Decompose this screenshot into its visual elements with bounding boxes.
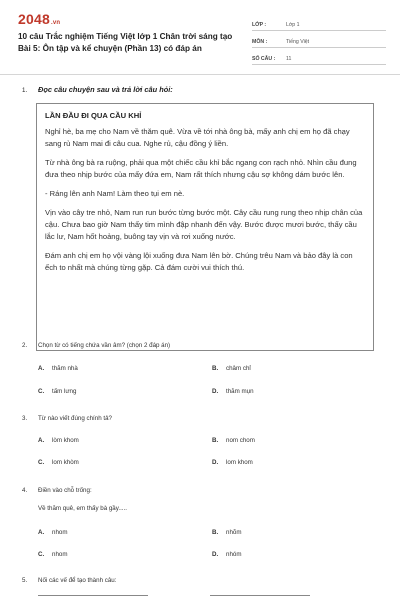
option-text: nhóm [226,551,242,558]
option-c[interactable] [38,551,67,558]
logo-text: 2048 [18,11,50,27]
question-text: Nối các vế để tạo thành câu: [38,577,117,584]
site-logo[interactable] [18,11,60,27]
option-letter: C. [38,459,45,466]
story-paragraph: Nghỉ hè, ba mẹ cho Nam về thăm quê. Vừa về tới nhà ông bà, mấy anh chị em họ đã chạy sang rủ Nam mai đi câu cua. Nghe rủ, cậu đồng ý liền. [45,127,350,148]
header-divider [0,74,400,75]
option-letter: C. [38,551,45,558]
option-letter: A. [38,437,45,444]
option-d[interactable] [212,551,241,558]
meta-value: Lớp 1 [286,22,300,28]
options-row [38,388,378,400]
question-text: Điền vào chỗ trống: [38,487,92,494]
option-text: nhom [52,529,68,536]
match-table-left [38,595,148,606]
question-2-prompt [22,342,170,349]
option-text: lom khòm [52,459,79,466]
options-row [38,551,378,563]
question-5-prompt [22,577,116,584]
option-text: nhõm [226,529,242,536]
story-box [36,103,374,351]
question-text: Từ nào viết đúng chính tả? [38,415,112,422]
option-b[interactable] [212,529,241,536]
options-row [38,437,378,449]
option-d[interactable] [212,459,253,466]
option-text: tấm lưng [52,388,77,395]
meta-key: LỚP : [252,22,267,28]
meta-table [252,14,386,65]
meta-key: SỐ CÂU : [252,56,276,62]
story-title: LẦN ĐẦU ĐI QUA CẦU KHỈ [45,111,142,120]
question-text: Đọc câu chuyện sau và trả lời câu hỏi: [38,85,173,94]
option-text: nom chom [226,437,255,444]
option-letter: A. [38,365,45,372]
option-letter: D. [212,459,219,466]
meta-row-class [252,14,386,31]
option-letter: C. [38,388,45,395]
option-a[interactable] [38,529,67,536]
option-d[interactable] [212,388,254,395]
meta-value: Tiếng Việt [286,39,310,45]
option-letter: B. [212,529,219,536]
options-row [38,365,378,377]
options-row [38,459,378,471]
meta-value: 11 [286,56,292,62]
option-b[interactable] [212,437,255,444]
question-number: 1. [22,87,28,94]
option-text: thăm nhà [52,365,78,372]
meta-row-count [252,48,386,65]
question-number: 5. [22,577,28,584]
question-number: 2. [22,342,28,349]
question-number: 4. [22,487,28,494]
page-header [0,0,400,72]
option-text: nhom [52,551,68,558]
option-letter: A. [38,529,45,536]
logo-suffix: .vn [50,20,61,26]
option-text: châm chỉ [226,365,251,372]
meta-key: MÔN : [252,39,268,45]
option-c[interactable] [38,388,76,395]
question-4-sentence: Về thăm quê, em thấy bà gầy..... [38,505,127,512]
option-text: lom khom [226,459,253,466]
option-c[interactable] [38,459,79,466]
option-a[interactable] [38,365,78,372]
meta-row-subject [252,31,386,48]
option-text: thăm mụn [226,388,254,395]
option-a[interactable] [38,437,79,444]
story-paragraph: Đám anh chị em họ vội vàng lội xuống đưa Nam lên bờ. Chúng trêu Nam và bảo đây là con ếch to nhất mà chúng từng gặp. Cả đám cười vui thích thú. [45,251,353,272]
question-1-prompt [22,85,173,94]
option-letter: D. [212,388,219,395]
story-paragraph: Từ nhà ông bà ra ruộng, phải qua một chiếc cầu khỉ bắc ngang con rạch nhỏ. Nhìn cầu đung đưa theo nhịp bước của mấy đứa em, Nam rất thích nhưng cậu sợ không dám bước lên. [45,158,357,179]
question-number: 3. [22,415,28,422]
option-letter: D. [212,551,219,558]
option-letter: B. [212,437,219,444]
option-b[interactable] [212,365,251,372]
page-title: 10 câu Trắc nghiệm Tiếng Việt lớp 1 Chân trời sáng tạo Bài 5: Ôn tập và kể chuyện (Phần 13) có đáp án [18,32,233,53]
question-3-prompt [22,415,112,422]
option-text: lòm khom [52,437,79,444]
option-letter: B. [212,365,219,372]
options-row [38,529,378,541]
story-paragraph: Vịn vào cây tre nhỏ, Nam run run bước từng bước một. Cây cầu rung rung theo nhịp chân của cậu. Chưa bao giờ Nam thấy tim mình đập nhanh đến vậy. Bước được mươi bước, thấy cầu lắc lư, Nam hốt hoảng, buông tay vịn và rơi xuống nước. [45,208,363,241]
story-paragraph: - Ráng lên anh Nam! Làm theo tụi em nè. [45,189,185,198]
question-4-prompt [22,487,92,494]
match-table-right [210,595,310,606]
question-text: Chọn từ có tiếng chứa vần âm? (chọn 2 đáp án) [38,342,171,349]
